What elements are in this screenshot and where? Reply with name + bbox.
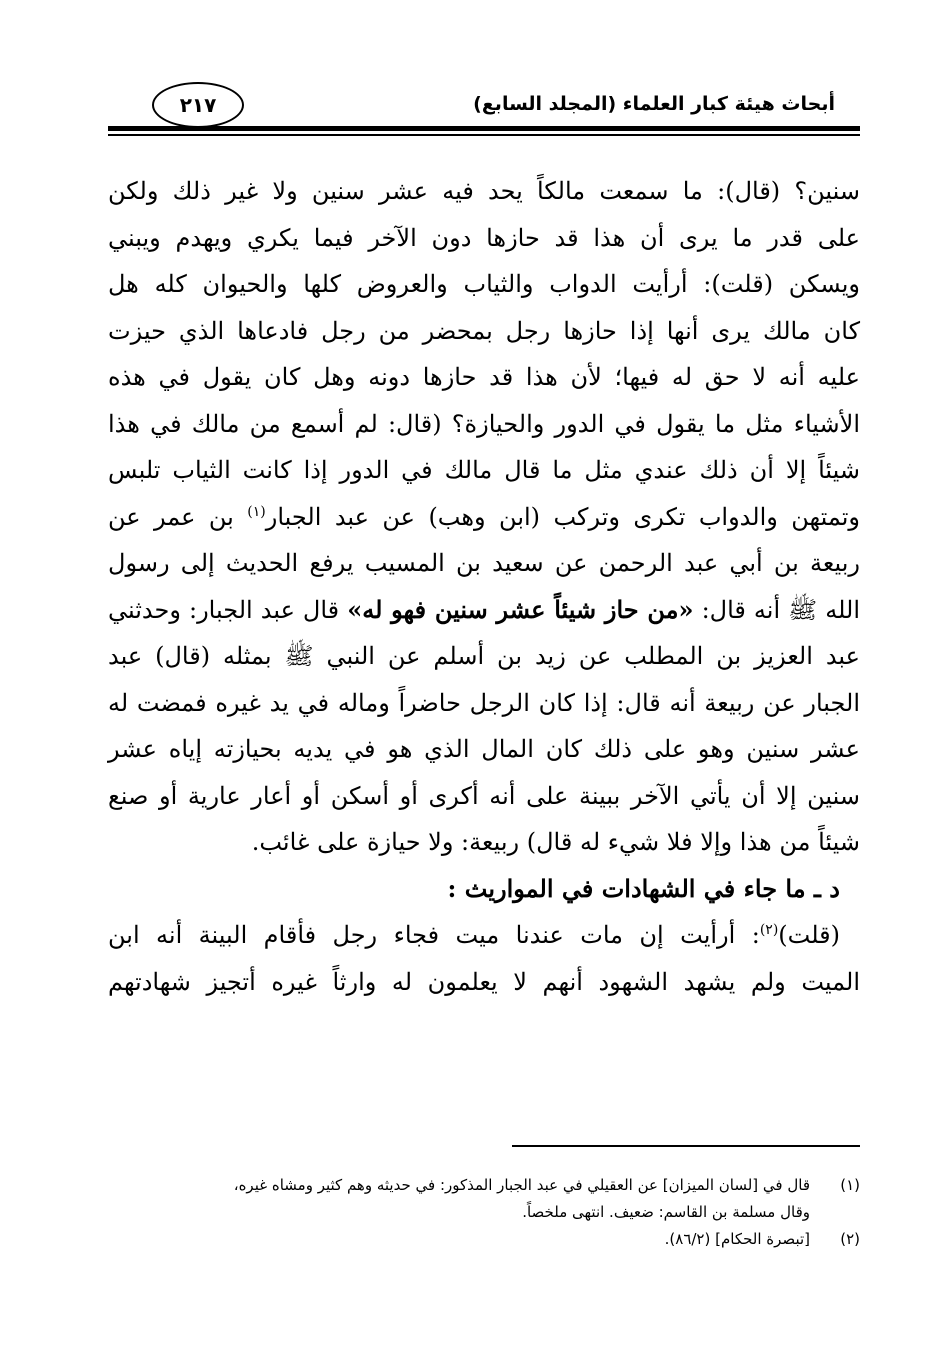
text-line: الجبار عن ربيعة أنه قال: إذا كان الرجل حاضراً وماله في يد غيره فمضت له (108, 688, 860, 717)
footnotes (108, 1172, 860, 1253)
text-segment: (قلت) (778, 921, 840, 949)
running-header-title: أبحاث هيئة كبار العلماء (المجلد السابع) (473, 93, 835, 115)
text-line: عشر سنين وهو على ذلك كان المال الذي هو في يديه بحيازته إياه عشر (108, 735, 860, 763)
text-line (108, 494, 860, 541)
footnote-number: (١) (840, 1176, 860, 1194)
text-line: الأشياء مثل ما يقول في الدور والحيازة؟ (قال: لم أسمع من مالك في هذا (108, 409, 860, 438)
text-segment: : أرأيت إن مات عندنا ميت فجاء رجل فأقام البينة أنه ابن (108, 921, 760, 949)
text-segment: بن عمر عن (108, 502, 248, 531)
text-line: سنين إلا أن يأتي الآخر ببينة على أنه أكرى أو أسكن أو أعار عارية أو صنع (108, 781, 861, 810)
text-line (108, 912, 860, 959)
text-line: سنين؟ (قال): ما سمعت مالكاً يحد فيه عشر سنين ولا غير ذلك ولكن (108, 177, 860, 205)
footnote-ref-2: (٢) (759, 922, 779, 938)
text-line (108, 587, 860, 634)
header-rule-thick (108, 126, 860, 131)
text-line: ربيعة بن أبي عبد الرحمن عن سعيد بن المسيب يرفع الحديث إلى رسول (108, 549, 860, 577)
footnote-1-continuation: وقال مسلمة بن القاسم: ضعيف. انتهى ملخصاً. (522, 1203, 810, 1221)
text-line: الميت ولم يشهد الشهود أنهم لا يعلمون له وارثاً غيره أتجيز شهادتهم (108, 967, 860, 996)
main-text (108, 168, 860, 1005)
footnote-2 (108, 1226, 860, 1253)
text-line: عبد العزيز بن المطلب عن زيد بن أسلم عن النبي ﷺ بمثله (قال) عبد (108, 642, 860, 670)
text-segment: قال عبد الجبار: وحدثني (108, 595, 348, 624)
footnote-separator (512, 1145, 860, 1147)
text-line: عليه أنه لا حق له فيها؛ لأن هذا قد حازها دونه وهل كان يقول في هذه (108, 363, 860, 391)
section-heading: د ـ ما جاء في الشهادات في المواريث : (447, 873, 840, 903)
text-line: شيئاً من هذا وإلا فلا شيء له قال) ربيعة: ولا حيازة على غائب. (251, 828, 860, 856)
text-line: ويسكن (قلت): أرأيت الدواب والثياب والعروض كلها والحيوان كله هل (108, 270, 860, 298)
page-number: ٢١٧ (152, 82, 244, 128)
text-line: على قدر ما يرى أن هذا قد حازها دون الآخر فيما يكري ويهدم ويبني (108, 223, 861, 252)
footnote-ref-1: (١) (247, 503, 266, 520)
footnote-1 (108, 1172, 860, 1199)
text-segment: الله ﷺ أنه قال: (693, 595, 860, 624)
text-segment: وتمتهن والدواب تكرى وتركب (ابن وهب) عن عبد الجبار (265, 502, 860, 531)
text-line: كان مالك يرى أنها إذا حازها رجل بمحضر من رجل فادعاها الذي حيزت (108, 316, 860, 345)
header-rule-thin (108, 134, 860, 136)
hadith-quote: «من حاز شيئاً عشر سنين فهو له» (347, 594, 694, 624)
footnote-text: قال في [لسان الميزان] عن العقيلي في عبد الجبار المذكور: في حديثه وهم كثير ومشاه غيره، (233, 1176, 810, 1194)
footnote-number: (٢) (840, 1230, 860, 1248)
text-line: شيئاً إلا أن ذلك عندي مثل ما قال مالك في الدور إذا كانت الثياب تلبس (108, 456, 860, 484)
footnote-text: [تبصرة الحكام] (٨٦/٢). (664, 1230, 810, 1248)
